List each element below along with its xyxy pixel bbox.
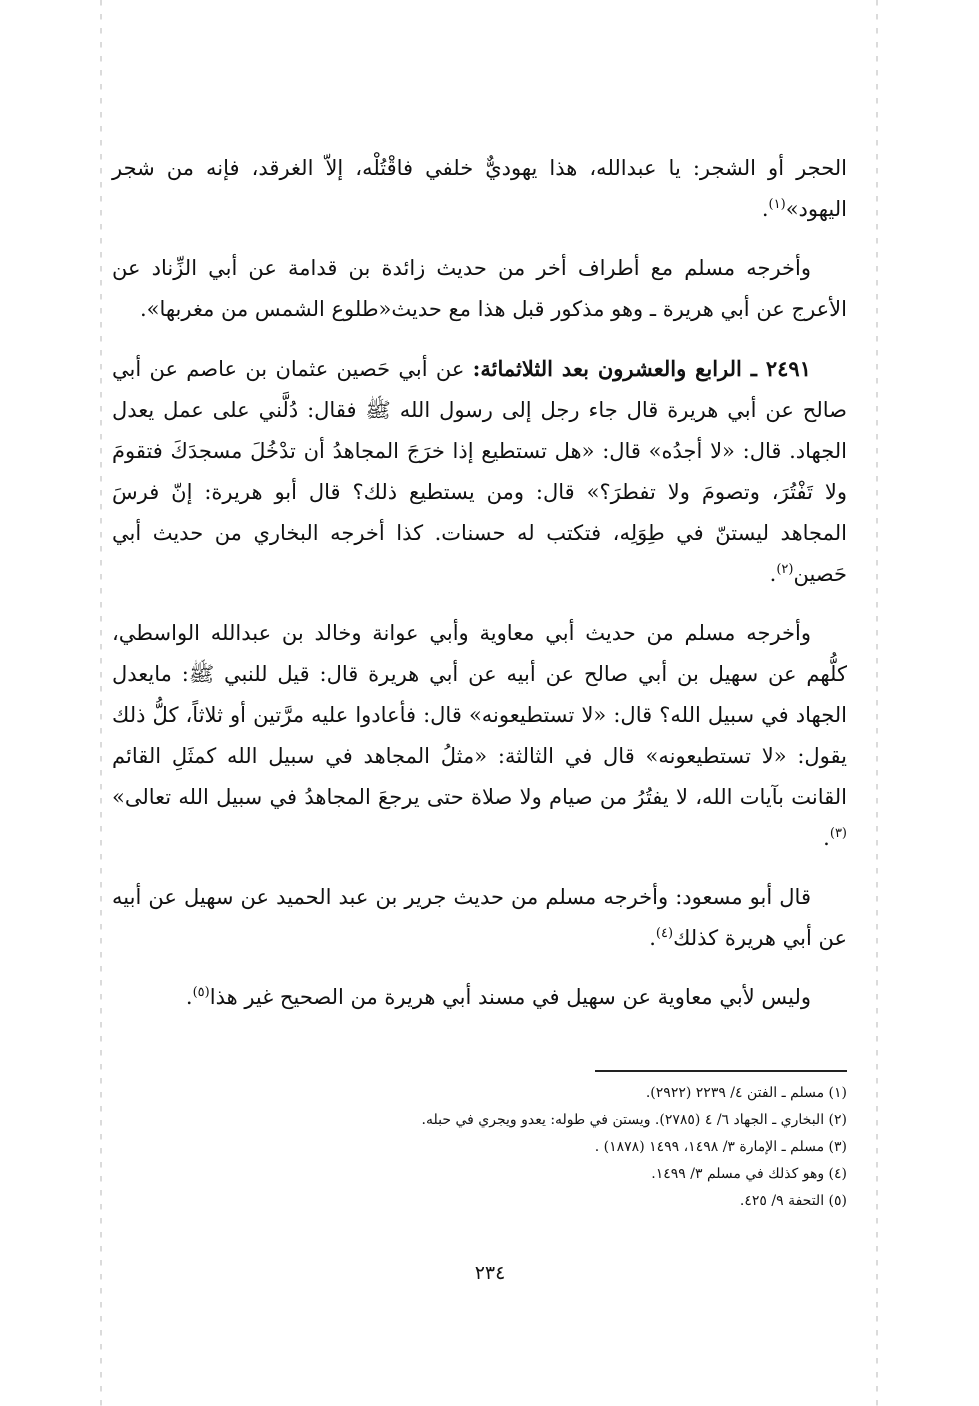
footnote-4: (٤) وهو كذلك في مسلم ٣/ ١٤٩٩. [651, 1166, 847, 1182]
right-margin-dots [876, 0, 878, 1406]
footnote-2: (٢) البخاري ـ الجهاد ٦/ ٤ (٢٧٨٥). ويستن في طوله: يعدو ويجري في حبله. [421, 1112, 847, 1128]
footnotes [112, 1080, 847, 1215]
footnote-divider [595, 1070, 847, 1072]
footnote-5: (٥) التحفة ٩/ ٤٢٥. [739, 1193, 847, 1209]
paragraph-4: وأخرجه مسلم من حديث أبي معاوية وأبي عوانة وخالد بن عبدالله الواسطي، كلُّهم عن سهيل بن أبي صالح عن أبيه عن أبي هريرة قال: قيل للنبي ﷺ: مايعدل الجهاد في سبيل الله؟ قال: «لا تستطيعونه» قال: فأعادوا عليه مرَّتين أو ثلاثاً، كلُّ ذلك يقول: «لا تستطيعونه» قال في الثالثة: «مثلُ المجاهد في سبيل الله كمثَلِ القائم القانت بآيات الله، لا يفتُرُ من صيام ولا صلاة حتى يرجعَ المجاهدُ في سبيل الله تعالى» $^{(٣)}$. [112, 621, 847, 850]
paragraph-1: الحجر أو الشجر: يا عبدالله، هذا يهوديٌّ خلفي فاقْتُلْه، إلاّ الغرقد، فإنه من شجر اليهود»$^{(١)}$. [112, 156, 847, 221]
paragraph-2: وأخرجه مسلم مع أطراف أخر من حديث زائدة بن قدامة عن أبي الزِّناد عن الأعرج عن أبي هريرة ـ وهو مذكور قبل هذا مع حديث«طلوع الشمس من مغربها». [112, 256, 847, 321]
footnote-1: (١) مسلم ـ الفتن ٤/ ٢٢٣٩ (٢٩٢٢). [645, 1085, 847, 1101]
footnote-ref-1: (١) [768, 197, 786, 212]
page-number: ٢٣٤ [474, 1262, 506, 1284]
hadith-heading: ٢٤٩١ ـ الرابع والعشرون بعد الثلاثمائة: [472, 356, 811, 381]
footnote-ref-2: (٢) [776, 562, 794, 577]
paragraph-3: ٢٤٩١ ـ الرابع والعشرون بعد الثلاثمائة: عن أبي حَصين عثمان بن عاصم عن أبي صالح عن أبي هريرة قال جاء رجل إلى رسول الله ﷺ فقال: دُلَّني على عمل يعدل الجهاد. قال: «لا أجدُه» قال: «هل تستطيع إذا خرَجَ المجاهدُ أن تدْخُلَ مسجدَكَ فتقومَ ولا تَفْتُرَ، وتصومَ ولا تفطرَ؟» قال: ومن يستطيع ذلك؟ قال أبو هريرة: إنّ فرسَ المجاهد ليستنّ في طِوَلِه، فتكتب له حسنات. كذا أخرجه البخاري من حديث أبي حَصين$^{(٢)}$. [112, 356, 847, 586]
paragraph-5: قال أبو مسعود: وأخرجه مسلم من حديث جرير بن عبد الحميد عن سهيل عن أبيه عن أبي هريرة كذلك$^{(٤)}$. [112, 885, 847, 950]
footnote-ref-3: (٣) [829, 826, 847, 841]
left-margin-dots [100, 0, 102, 1406]
paragraph-6: وليس لأبي معاوية عن سهيل في مسند أبي هريرة من الصحيح غير هذا$^{(٥)}$. [185, 985, 811, 1009]
footnote-ref-4: (٤) [655, 926, 674, 941]
footnote-ref-5: (٥) [192, 985, 210, 1000]
footnote-3: (٣) مسلم ـ الإمارة ٣/ ١٤٩٨، ١٤٩٩ (١٨٧٨) . [594, 1139, 847, 1155]
main-text [112, 148, 847, 1036]
